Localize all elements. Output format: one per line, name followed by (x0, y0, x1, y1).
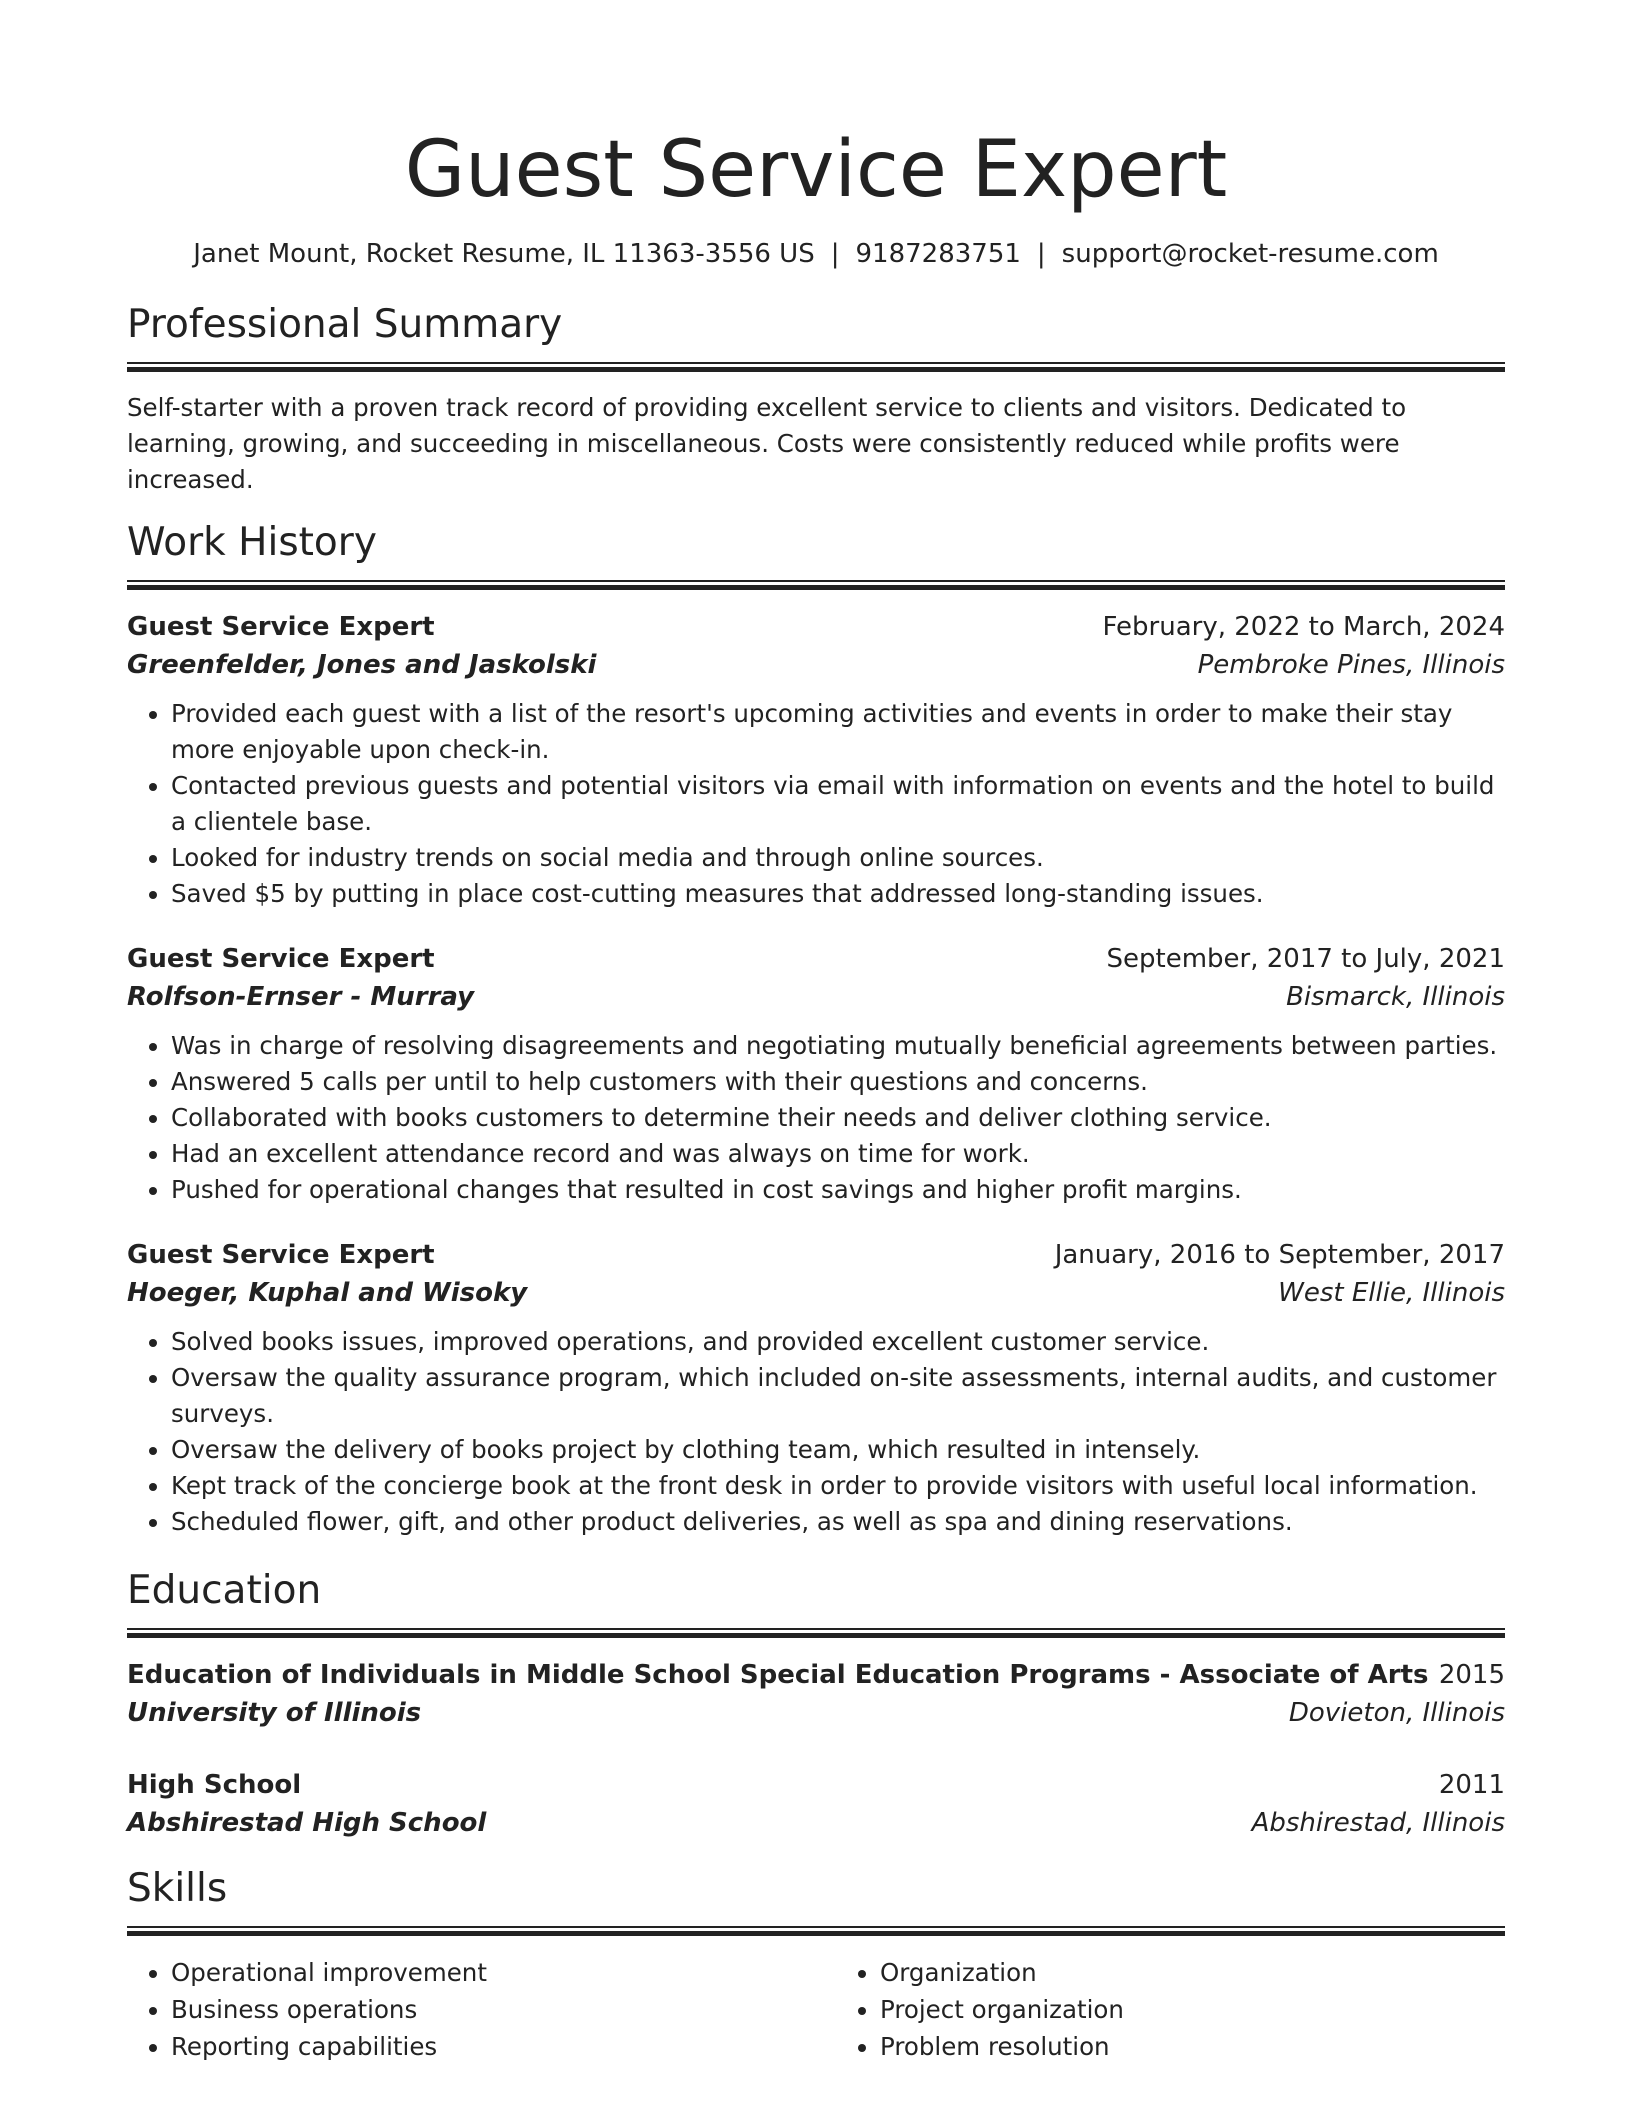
skills-section (127, 1864, 1505, 2065)
school-location: Abshirestad, Illinois (1251, 1808, 1505, 1838)
list-item: • Oversaw the delivery of books project by clothing team, which resulted in intensely. (171, 1432, 1505, 1468)
skill-item: • Project organization (880, 1991, 1505, 2028)
section-divider (127, 362, 1505, 372)
list-item: • Solved books issues, improved operations, and provided excellent customer service. (171, 1324, 1505, 1360)
graduation-year: 2011 (1438, 1770, 1505, 1800)
job-entry (127, 940, 1505, 1208)
list-item: • Contacted previous guests and potential visitors via email with information on events and the hotel to build a clientele base. (171, 768, 1505, 840)
list-item: • Kept track of the concierge book at the front desk in order to provide visitors with useful local information. (171, 1468, 1505, 1504)
job-subheader (127, 1274, 1505, 1312)
list-item: • Collaborated with books customers to determine their needs and deliver clothing service. (171, 1100, 1505, 1136)
skill-item: • Problem resolution (880, 2028, 1505, 2065)
summary-section (127, 300, 1505, 498)
job-subheader (127, 646, 1505, 684)
list-item: • Scheduled flower, gift, and other product deliveries, as well as spa and dining reservations. (171, 1504, 1505, 1540)
contact-address: Janet Mount, Rocket Resume, IL 11363-3556 US (193, 239, 815, 269)
contact-phone: 9187283751 (855, 239, 1021, 269)
skills-column-left (127, 1954, 796, 2065)
education-header (127, 1656, 1505, 1694)
job-title: Guest Service Expert (127, 944, 435, 974)
section-heading: Education (127, 1568, 322, 1613)
job-location: Bismarck, Illinois (1286, 982, 1505, 1012)
section-heading: Skills (127, 1866, 228, 1911)
school-location: Dovieton, Illinois (1288, 1698, 1505, 1728)
skill-item: • Reporting capabilities (171, 2028, 796, 2065)
skill-item: • Business operations (171, 1991, 796, 2028)
education-entry (127, 1766, 1505, 1842)
job-duties (127, 1324, 1505, 1540)
skill-item: • Organization (880, 1954, 1505, 1991)
skills-column-right (836, 1954, 1505, 2065)
list-item: • Looked for industry trends on social media and through online sources. (171, 840, 1505, 876)
contact-separator: | (1036, 239, 1046, 269)
job-company: Rolfson-Ernser - Murray (127, 982, 475, 1012)
job-company: Greenfelder, Jones and Jaskolski (127, 650, 597, 680)
job-dates: February, 2022 to March, 2024 (1102, 612, 1505, 642)
job-title: Guest Service Expert (127, 1240, 435, 1270)
education-section (127, 1566, 1505, 1842)
section-divider (127, 580, 1505, 590)
education-subheader (127, 1804, 1505, 1842)
work-history-section (127, 518, 1505, 1540)
skills-grid (127, 1954, 1505, 2065)
list-item: • Provided each guest with a list of the resort's upcoming activities and events in order to make their stay more enjoyable upon check-in. (171, 696, 1505, 768)
list-item: • Saved $5 by putting in place cost-cutting measures that addressed long-standing issues. (171, 876, 1505, 912)
section-heading: Work History (127, 520, 377, 565)
job-duties (127, 696, 1505, 912)
summary-text: Self-starter with a proven track record of providing excellent service to clients and visitors. Dedicated to learning, growing, and succeeding in miscellaneous. Costs were consistently reduced while profits were increased. (127, 393, 1407, 494)
job-duties (127, 1028, 1505, 1208)
degree-name: High School (127, 1770, 302, 1800)
job-header (127, 1236, 1505, 1274)
job-company: Hoeger, Kuphal and Wisoky (127, 1278, 528, 1308)
list-item: • Pushed for operational changes that resulted in cost savings and higher profit margins. (171, 1172, 1505, 1208)
job-dates: January, 2016 to September, 2017 (1054, 1240, 1505, 1270)
education-header (127, 1766, 1505, 1804)
job-header (127, 940, 1505, 978)
job-entry (127, 608, 1505, 912)
section-divider (127, 1628, 1505, 1638)
school-name: Abshirestad High School (127, 1808, 487, 1838)
contact-email: support@rocket-resume.com (1061, 239, 1439, 269)
contact-line (127, 236, 1505, 272)
resume-title: Guest Service Expert (404, 125, 1228, 215)
job-dates: September, 2017 to July, 2021 (1106, 944, 1505, 974)
job-location: Pembroke Pines, Illinois (1197, 650, 1505, 680)
list-item: • Had an excellent attendance record and was always on time for work. (171, 1136, 1505, 1172)
list-item: • Was in charge of resolving disagreements and negotiating mutually beneficial agreements between parties. (171, 1028, 1505, 1064)
section-divider (127, 1926, 1505, 1936)
contact-separator: | (830, 239, 840, 269)
job-header (127, 608, 1505, 646)
school-name: University of Illinois (127, 1698, 422, 1728)
job-entry (127, 1236, 1505, 1540)
job-location: West Ellie, Illinois (1278, 1278, 1505, 1308)
list-item: • Answered 5 calls per until to help customers with their questions and concerns. (171, 1064, 1505, 1100)
education-entry (127, 1656, 1505, 1732)
education-subheader (127, 1694, 1505, 1732)
list-item: • Oversaw the quality assurance program, which included on-site assessments, internal audits, and customer surveys. (171, 1360, 1505, 1432)
graduation-year: 2015 (1438, 1660, 1505, 1690)
section-heading: Professional Summary (127, 302, 563, 347)
job-subheader (127, 978, 1505, 1016)
job-title: Guest Service Expert (127, 612, 435, 642)
skill-item: • Operational improvement (171, 1954, 796, 1991)
degree-name: Education of Individuals in Middle School Special Education Programs - Associate of Arts (127, 1660, 1429, 1690)
